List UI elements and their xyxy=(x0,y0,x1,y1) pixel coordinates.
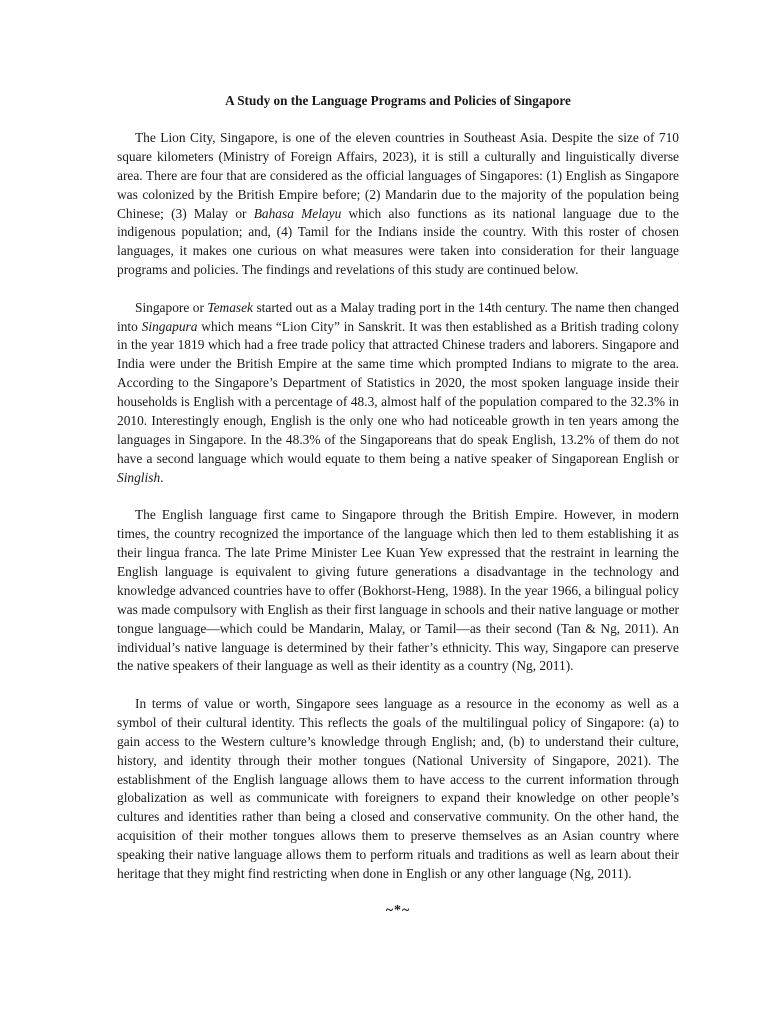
text-run: . xyxy=(160,469,164,485)
text-run: which also functions as its national language due to the indigenous population; and, (4) Tamil for the Indians inside the country. With this roster of chosen languages, it makes one curious on what measures were taken into consideration for their language programs and policies. The findings and revelations of this study are continued below. xyxy=(117,205,679,278)
text-run-italic: Singapura xyxy=(141,318,198,334)
text-run-italic: Temasek xyxy=(207,299,253,315)
paragraph-value xyxy=(117,695,679,884)
text-run: The Lion City, Singapore, is one of the eleven countries in Southeast Asia. Despite the size of 710 square kilometers (Ministry of Foreign Affairs, 2023), it is still a culturally and linguistically diverse area. There are four that are considered as the official languages of Singapores: (1) English as Singapore was colonized by the British Empire before; (2) Mandarin due to the majority of the population being Chinese; (3) Malay or xyxy=(117,129,679,221)
paragraph-history xyxy=(117,299,679,488)
text-run-italic: Singlish xyxy=(117,469,161,485)
text-run: In terms of value or worth, Singapore sees language as a resource in the economy as well as a symbol of their cultural identity. This reflects the goals of the multilingual policy of Singapore: (a) to gain access to the Western culture’s knowledge through English; and, (b) to understand their culture, history, and identity through their mother tongues (National University of Singapore, 2021). The establishment of the English language allows them to have access to the current information through globalization as well as communicate with foreigners to expand their knowledge on other people’s cultures and identities rather than being a closed and conservative community. On the other hand, the acquisition of their mother tongues allows them to preserve themselves as an Asian country where speaking their native language allows them to perform rituals and traditions as well as learn about their heritage that they might find restricting when done in English or any other language (Ng, 2011). xyxy=(117,695,679,882)
text-run: which means “Lion City” in Sanskrit. It was then established as a British trading colony in the year 1819 which had a free trade policy that attracted Chinese traders and laborers. Singapore and India were under the British Empire at the same time which prompted Indians to migrate to the area. According to the Singapore’s Department of Statistics in 2020, the most spoken language inside their households is English with a percentage of 48.3, almost half of the population compared to the 32.3% in 2010. Interestingly enough, English is the only one who had noticeable growth in ten years among the languages in Singapore. In the 48.3% of the Singaporeans that do speak English, 13.2% of them do not have a second language which would equate to them being a native speaker of Singaporean English or xyxy=(117,318,679,466)
paragraph-english-policy xyxy=(117,506,679,676)
section-end-mark: ~*~ xyxy=(385,903,411,919)
text-run-italic: Bahasa Melayu xyxy=(253,205,342,221)
text-run: Singapore or xyxy=(135,299,208,315)
document-page xyxy=(117,92,679,921)
document-title: A Study on the Language Programs and Policies of Singapore xyxy=(225,93,571,108)
text-run: started out as a Malay trading port in the 14th century. The name then changed into xyxy=(117,299,679,334)
text-run: The English language first came to Singapore through the British Empire. However, in modern times, the country recognized the importance of the language which then led to them establishing it as their lingua franca. The late Prime Minister Lee Kuan Yew expressed that the restraint in learning the English language is equivalent to giving future generations a disadvantage in the technology and knowledge advanced countries have to offer (Bokhorst-Heng, 1988). In the year 1966, a bilingual policy was made compulsory with English as their first language in schools and their native language or mother tongue language—which could be Mandarin, Malay, or Tamil—as their second (Tan & Ng, 2011). An individual’s native language is determined by their father’s ethnicity. This way, Singapore can preserve the native speakers of their language as well as their identity as a country (Ng, 2011). xyxy=(117,507,679,674)
paragraph-intro xyxy=(117,129,679,280)
